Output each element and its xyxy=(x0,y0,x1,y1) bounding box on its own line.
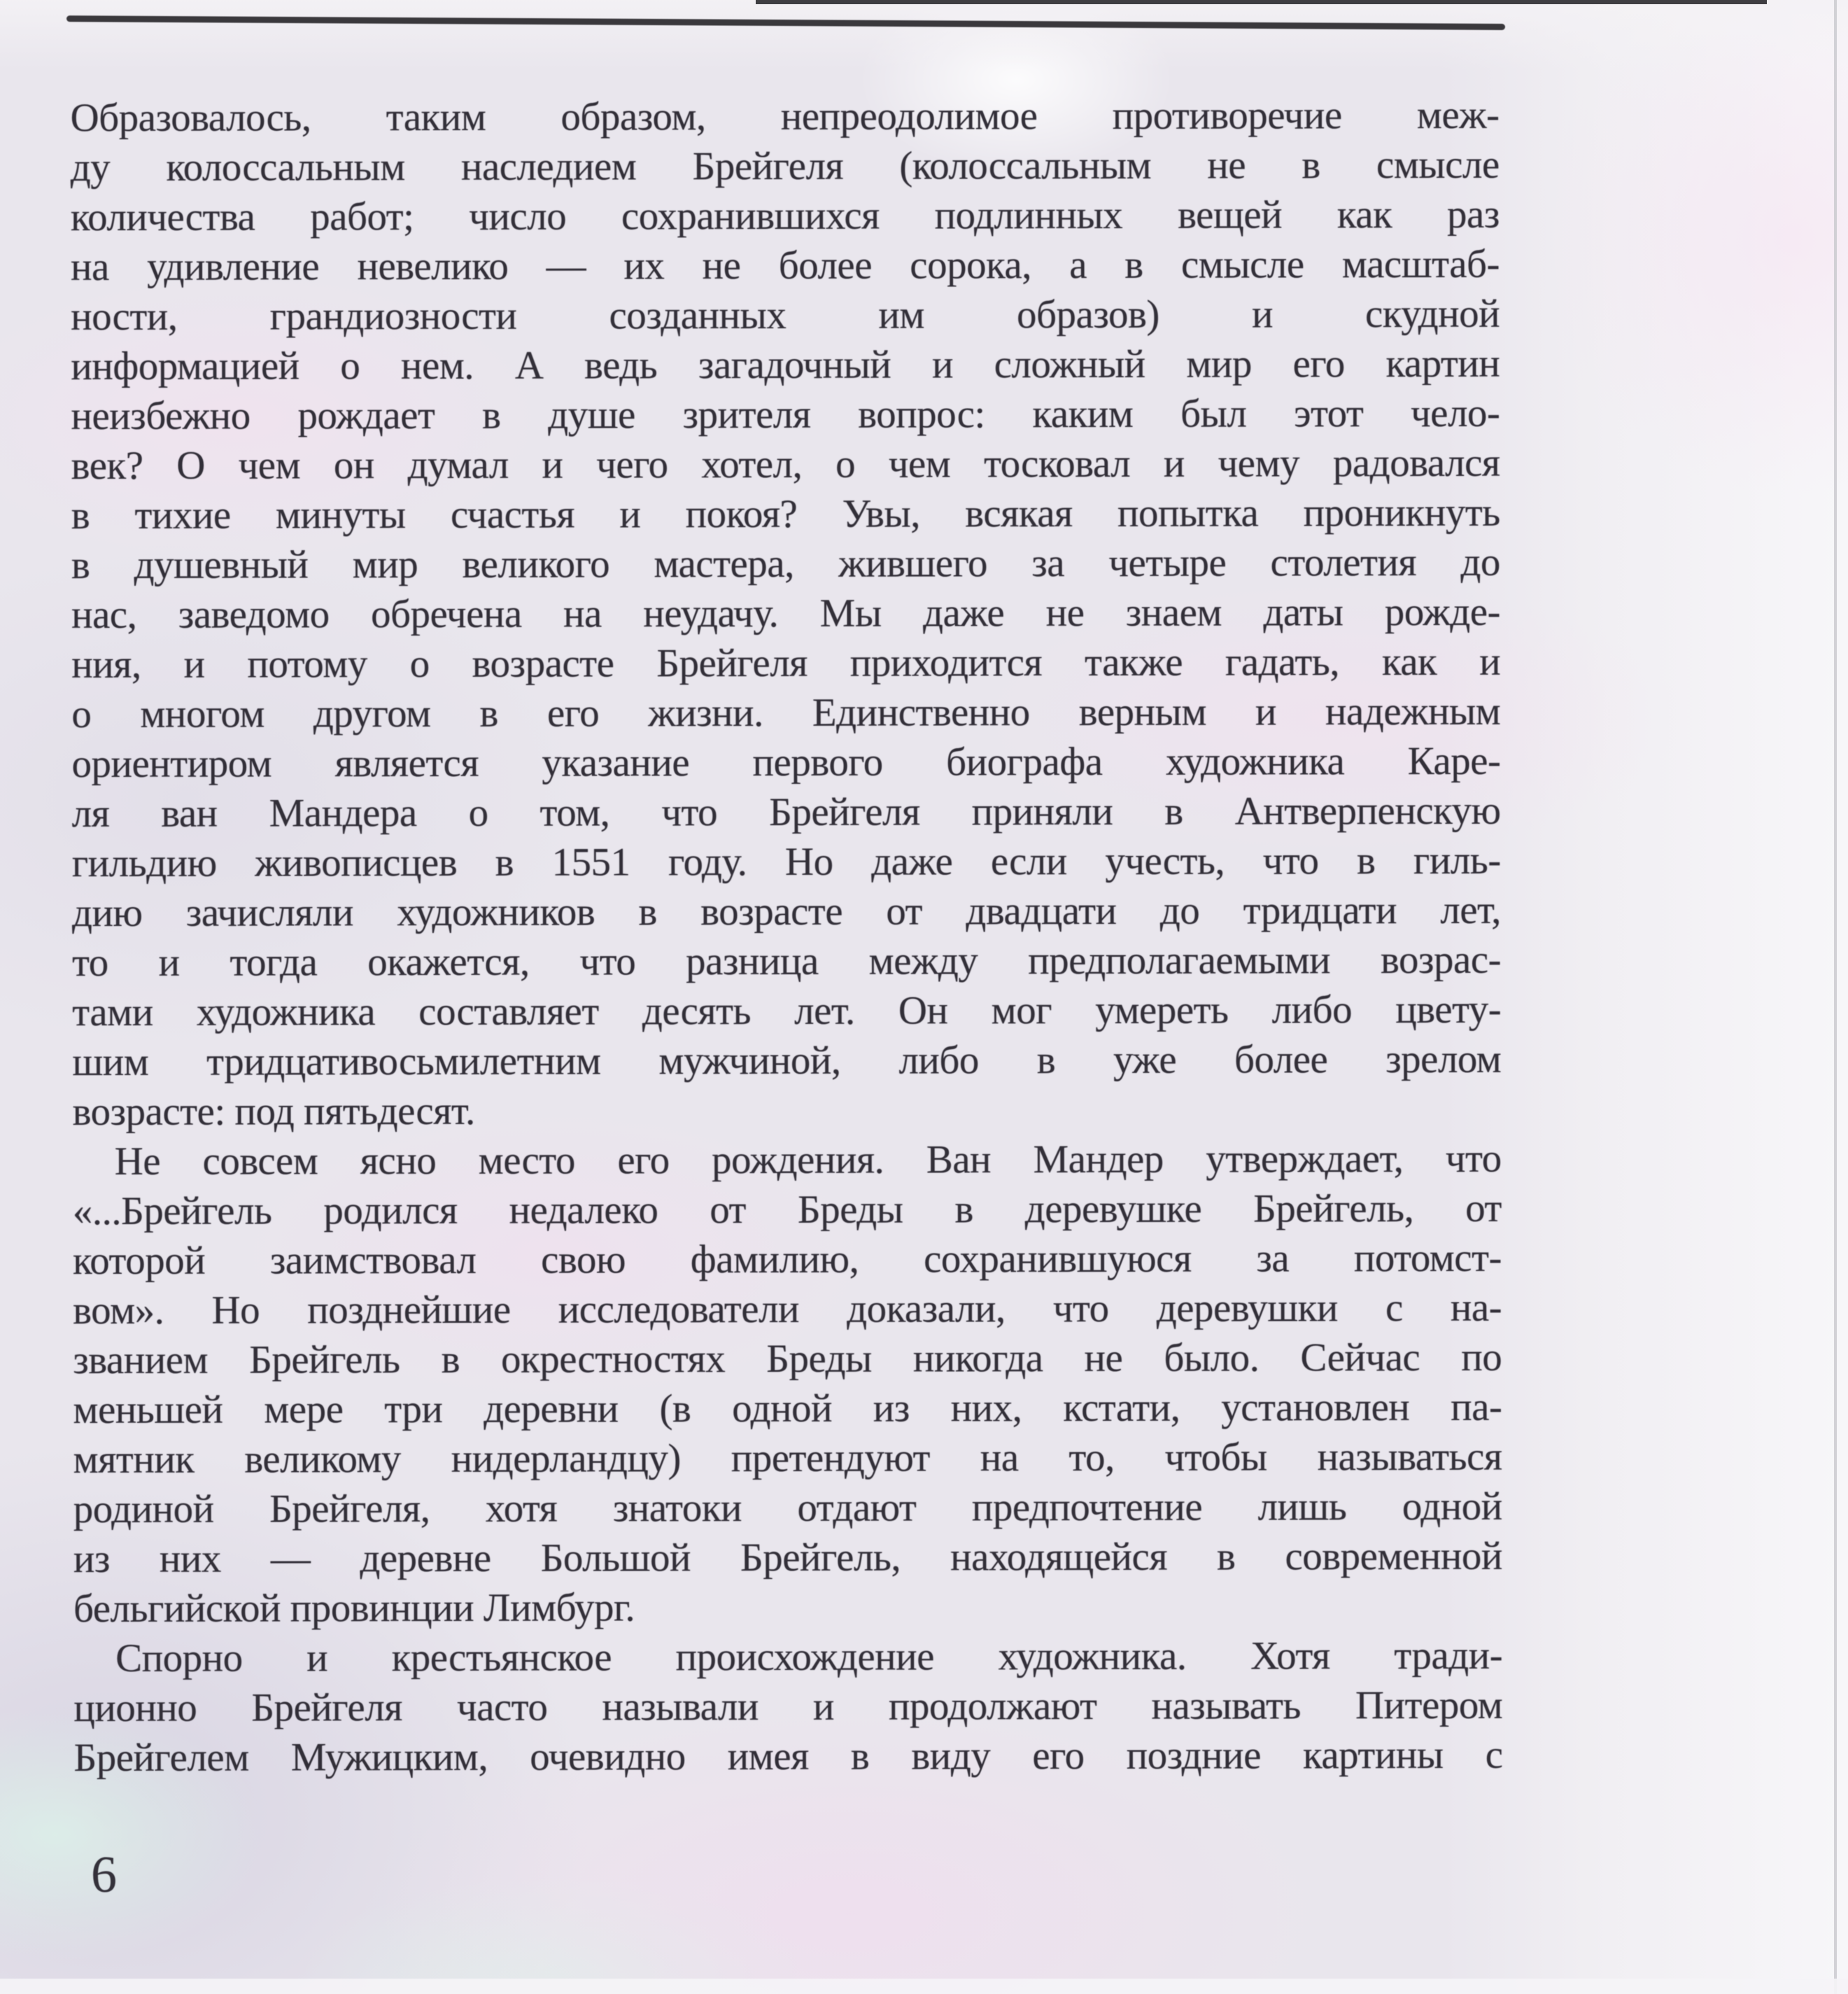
page-number: 6 xyxy=(91,1846,117,1904)
paragraph xyxy=(73,1134,1502,1634)
text-line: которой заимствовал свою фамилию, сохранившуюся за потомст- xyxy=(72,1235,1502,1284)
text-line: возрасте: под пятьдесят. xyxy=(72,1088,475,1135)
text-line: ориентиром является указание первого биографа художника Каре- xyxy=(71,738,1501,787)
text-line: в душевный мир великого мастера, жившего за четыре столетия до xyxy=(71,540,1500,588)
text-line: на удивление невелико — их не более сорока, а в смысле масштаб- xyxy=(70,241,1500,290)
scan-top-edge-artifact xyxy=(756,0,1767,4)
text-line: меньшей мере три деревни (в одной из них, кстати, установлен па- xyxy=(73,1384,1502,1433)
text-line: ционно Брейгеля часто называли и продолжают называть Питером xyxy=(73,1683,1503,1731)
text-line: гильдию живописцев в 1551 году. Но даже если учесть, что в гиль- xyxy=(71,838,1501,886)
text-line: вом». Но позднейшие исследователи доказали, что деревушки с на- xyxy=(73,1285,1502,1333)
text-line: шим тридцативосьмилетним мужчиной, либо в уже более зрелом xyxy=(72,1037,1502,1085)
text-line: «...Брейгель родился недалеко от Бреды в деревушке Брейгель, от xyxy=(72,1186,1502,1234)
text-line: нас, заведомо обречена на неудачу. Мы даже не знаем даты рожде- xyxy=(71,589,1501,638)
body-text xyxy=(70,90,1502,1783)
text-line: информацией о нем. А ведь загадочный и сложный мир его картин xyxy=(71,341,1500,389)
scan-bottom-edge-artifact xyxy=(0,1979,1848,1994)
scan-right-edge-artifact xyxy=(1834,0,1837,1994)
text-line: ду колоссальным наследием Брейгеля (колоссальным не в смысле xyxy=(70,142,1500,190)
text-line: в тихие минуты счастья и покоя? Увы, всякая попытка проникнуть xyxy=(71,490,1500,538)
text-line: век? О чем он думал и чего хотел, о чем тосковал и чему радовался xyxy=(71,440,1500,489)
text-line: ности, грандиозности созданных им образов) и скудной xyxy=(71,291,1500,339)
text-line: бельгийской провинции Лимбург. xyxy=(73,1585,635,1631)
text-line: из них — деревне Большой Брейгель, находящейся в современной xyxy=(73,1533,1502,1582)
top-rule xyxy=(66,15,1505,30)
text-line: Не совсем ясно место его рождения. Ван Мандер утверждает, что xyxy=(114,1136,1502,1184)
text-line: тами художника составляет десять лет. Он мог умереть либо цвету- xyxy=(72,987,1502,1035)
text-line: ния, и потому о возрасте Брейгеля приходится также гадать, как и xyxy=(71,639,1501,687)
text-line: Брейгелем Мужицким, очевидно имея в виду его поздние картины с xyxy=(73,1732,1503,1781)
text-line: Спорно и крестьянское происхождение художника. Хотя тради- xyxy=(115,1633,1503,1681)
text-line: ля ван Мандера о том, что Брейгеля приняли в Антверпенскую xyxy=(71,788,1501,836)
paragraph xyxy=(73,1631,1502,1783)
paragraph xyxy=(70,90,1501,1137)
text-line: о многом другом в его жизни. Единственно верным и надежным xyxy=(71,689,1501,737)
text-line: дию зачисляли художников в возрасте от двадцати до тридцати лет, xyxy=(71,887,1501,936)
text-line: званием Брейгель в окрестностях Бреды никогда не было. Сейчас по xyxy=(73,1335,1502,1383)
text-line: мятник великому нидерландцу) претендуют на то, чтобы называться xyxy=(73,1434,1502,1482)
text-line: количества работ; число сохранившихся подлинных вещей как раз xyxy=(70,192,1500,240)
text-line: Образовалось, таким образом, непреодолимое противоречие меж- xyxy=(70,92,1500,141)
text-line: то и тогда окажется, что разница между предполагаемыми возрас- xyxy=(72,937,1502,985)
text-line: родиной Брейгеля, хотя знатоки отдают предпочтение лишь одной xyxy=(73,1484,1502,1532)
text-line: неизбежно рождает в душе зрителя вопрос: каким был этот чело- xyxy=(71,391,1500,439)
